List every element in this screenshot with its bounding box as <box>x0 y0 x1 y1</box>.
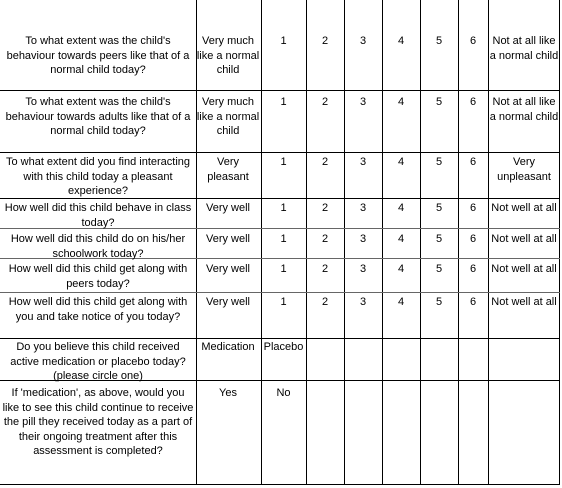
scale-option: 1 <box>280 35 287 47</box>
scale-option: 4 <box>397 156 405 168</box>
scale-option: 3 <box>359 202 367 214</box>
scale-high-anchor: Very unpleasant <box>497 156 551 183</box>
row-divider <box>0 152 560 153</box>
scale-option: 1 <box>280 296 287 308</box>
scale-option: 3 <box>359 96 367 108</box>
scale-option: 4 <box>397 263 405 275</box>
question-text: If 'medication', as above, would you like to see this child continue to receive the pill they received today as a part of their ongoing treatment after this assessment is completed? <box>2 387 194 458</box>
row-divider <box>0 484 560 485</box>
scale-option: 2 <box>321 296 329 308</box>
scale-option: 6 <box>469 156 477 168</box>
scale-option: 4 <box>397 35 405 47</box>
scale-high-anchor: Not at all like a normal child <box>489 96 559 123</box>
scale-option: 5 <box>435 233 443 245</box>
scale-option: 4 <box>397 202 405 214</box>
row-divider <box>0 338 560 339</box>
scale-option: 2 <box>321 96 329 108</box>
scale-option: 6 <box>469 202 477 214</box>
scale-option: 1 <box>280 202 287 214</box>
scale-option: 3 <box>359 156 367 168</box>
scale-option: 1 <box>280 263 287 275</box>
question-text: How well did this child get along with peers today? <box>8 263 188 290</box>
scale-option: 2 <box>321 233 329 245</box>
scale-low-anchor: Very much like a normal child <box>196 35 260 77</box>
question-text: To what extent was the child's behaviour towards adults like that of a normal child today? <box>5 96 191 138</box>
scale-option: 5 <box>435 96 443 108</box>
scale-option: 3 <box>359 263 367 275</box>
row-divider-light <box>0 292 560 293</box>
scale-low-anchor: Very pleasant <box>207 156 249 183</box>
scale-option: 3 <box>359 296 367 308</box>
scale-option: 6 <box>469 233 477 245</box>
scale-high-anchor: Not well at all <box>491 296 557 308</box>
scale-option: 4 <box>397 96 405 108</box>
scale-low-anchor: Very well <box>205 296 251 308</box>
scale-option: 2 <box>321 35 329 47</box>
scale-option: 5 <box>435 296 443 308</box>
answer-option: Placebo <box>263 341 304 353</box>
scale-option: 1 <box>280 96 287 108</box>
scale-option: 5 <box>435 156 443 168</box>
scale-option: 1 <box>280 156 287 168</box>
scale-option: 2 <box>321 156 329 168</box>
scale-high-anchor: Not at all like a normal child <box>489 35 559 62</box>
question-text: To what extent was the child's behaviour towards peers like that of a normal child today? <box>6 35 190 77</box>
answer-option: Medication <box>201 341 255 353</box>
scale-option: 2 <box>321 202 329 214</box>
scale-low-anchor: Very well <box>205 263 251 275</box>
scale-option: 6 <box>469 96 477 108</box>
scale-option: 5 <box>435 35 443 47</box>
scale-option: 5 <box>435 263 443 275</box>
scale-low-anchor: Very well <box>205 202 251 214</box>
scale-option: 4 <box>397 296 405 308</box>
answer-option: Yes <box>219 387 237 399</box>
row-divider <box>0 90 560 91</box>
question-text: Do you believe this child received active medication or placebo today? (please circle one) <box>10 341 186 383</box>
scale-option: 3 <box>359 233 367 245</box>
scale-option: 6 <box>469 263 477 275</box>
scale-option: 5 <box>435 202 443 214</box>
scale-option: 3 <box>359 35 367 47</box>
question-text: How well did this child do on his/her schoolwork today? <box>10 233 186 260</box>
answer-option: No <box>276 387 291 399</box>
scale-high-anchor: Not well at all <box>491 233 557 245</box>
scale-high-anchor: Not well at all <box>491 263 557 275</box>
question-text: To what extent did you find interacting with this child today a pleasant experience? <box>5 156 191 198</box>
scale-option: 1 <box>280 233 287 245</box>
scale-high-anchor: Not well at all <box>491 202 557 214</box>
scale-option: 4 <box>397 233 405 245</box>
scale-option: 2 <box>321 263 329 275</box>
question-text: How well did this child get along with you and take notice of you today? <box>8 296 188 323</box>
scale-low-anchor: Very well <box>205 233 251 245</box>
scale-option: 6 <box>469 296 477 308</box>
scale-option: 6 <box>469 35 477 47</box>
question-text: How well did this child behave in class today? <box>4 202 192 229</box>
scale-low-anchor: Very much like a normal child <box>196 96 260 138</box>
